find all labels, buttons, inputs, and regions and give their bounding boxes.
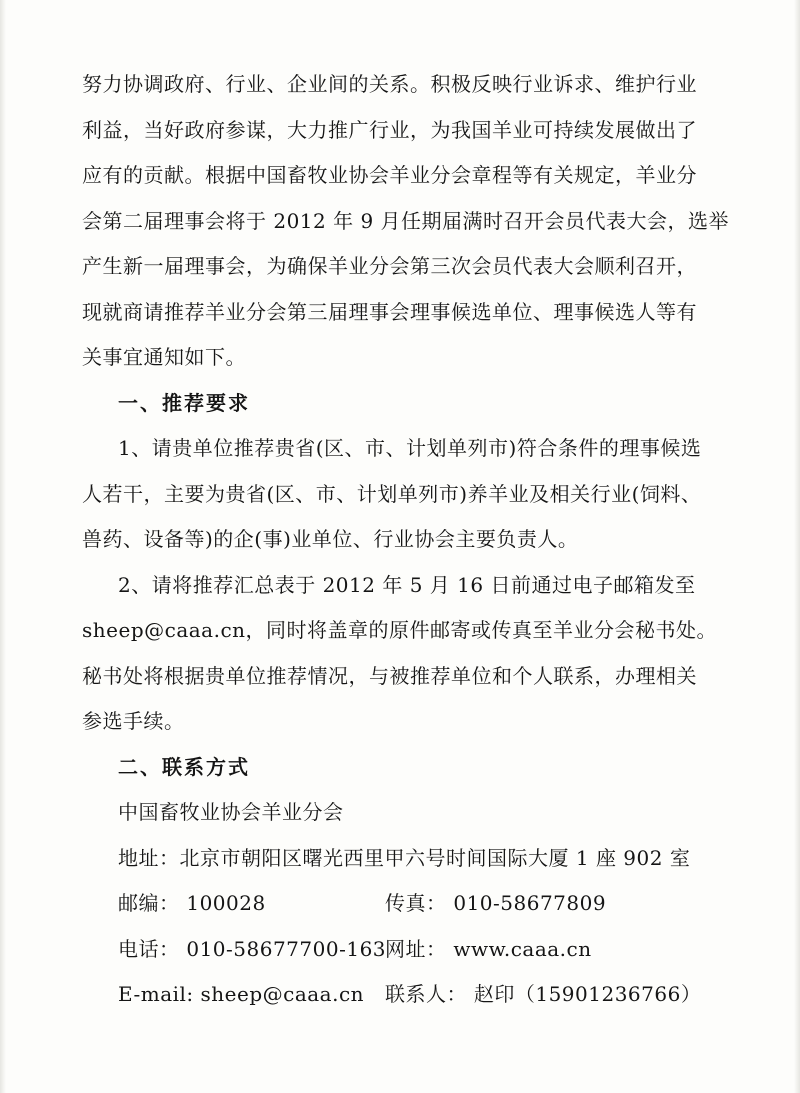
intro-line-6: 现就商请推荐羊业分会第三届理事会理事候选单位、理事候选人等有 [82, 300, 697, 324]
item2-line-1: 2、请将推荐汇总表于 2012 年 5 月 16 日前通过电子邮箱发至 [118, 573, 696, 597]
item1-line-2: 人若干，主要为贵省(区、市、计划单列市)养羊业及相关行业(饲料、 [82, 482, 702, 506]
contact-postcode: 邮编： 100028 [118, 891, 266, 915]
contact-website: 网址： www.caaa.cn [385, 937, 592, 961]
item2-line-3: 秘书处将根据贵单位推荐情况，与被推荐单位和个人联系，办理相关 [82, 664, 697, 688]
intro-line-4: 会第二届理事会将于 2012 年 9 月任期届满时召开会员代表大会，选举 [82, 209, 730, 233]
contact-fax: 传真： 010-58677809 [385, 891, 607, 915]
intro-line-1: 努力协调政府、行业、企业间的关系。积极反映行业诉求、维护行业 [82, 72, 697, 96]
intro-line-7: 关事宜通知如下。 [82, 345, 246, 369]
item2-line-4: 参选手续。 [82, 709, 185, 733]
item1-line-1: 1、请贵单位推荐贵省(区、市、计划单列市)符合条件的理事候选 [118, 436, 702, 460]
intro-line-5: 产生新一届理事会，为确保羊业分会第三次会员代表大会顺利召开， [82, 254, 697, 278]
scan-edge-left [0, 0, 6, 1093]
contact-org: 中国畜牧业协会羊业分会 [118, 800, 344, 824]
section-heading-contact: 二、联系方式 [118, 755, 250, 779]
item1-line-3: 兽药、设备等)的企(事)业单位、行业协会主要负责人。 [82, 527, 579, 551]
contact-phone: 电话： 010-58677700-163 [118, 937, 387, 961]
contact-person: 联系人： 赵印（15901236766） [385, 982, 702, 1006]
contact-email: E-mail: sheep@caaa.cn [118, 982, 365, 1006]
intro-line-2: 利益，当好政府参谋，大力推广行业，为我国羊业可持续发展做出了 [82, 118, 697, 142]
contact-address: 地址：北京市朝阳区曙光西里甲六号时间国际大厦 1 座 902 室 [118, 846, 691, 870]
scan-edge-right [794, 0, 800, 1093]
item2-line-2: sheep@caaa.cn，同时将盖章的原件邮寄或传真至羊业分会秘书处。 [82, 618, 718, 642]
section-heading-requirements: 一、推荐要求 [118, 391, 250, 415]
intro-line-3: 应有的贡献。根据中国畜牧业协会羊业分会章程等有关规定，羊业分 [82, 163, 697, 187]
